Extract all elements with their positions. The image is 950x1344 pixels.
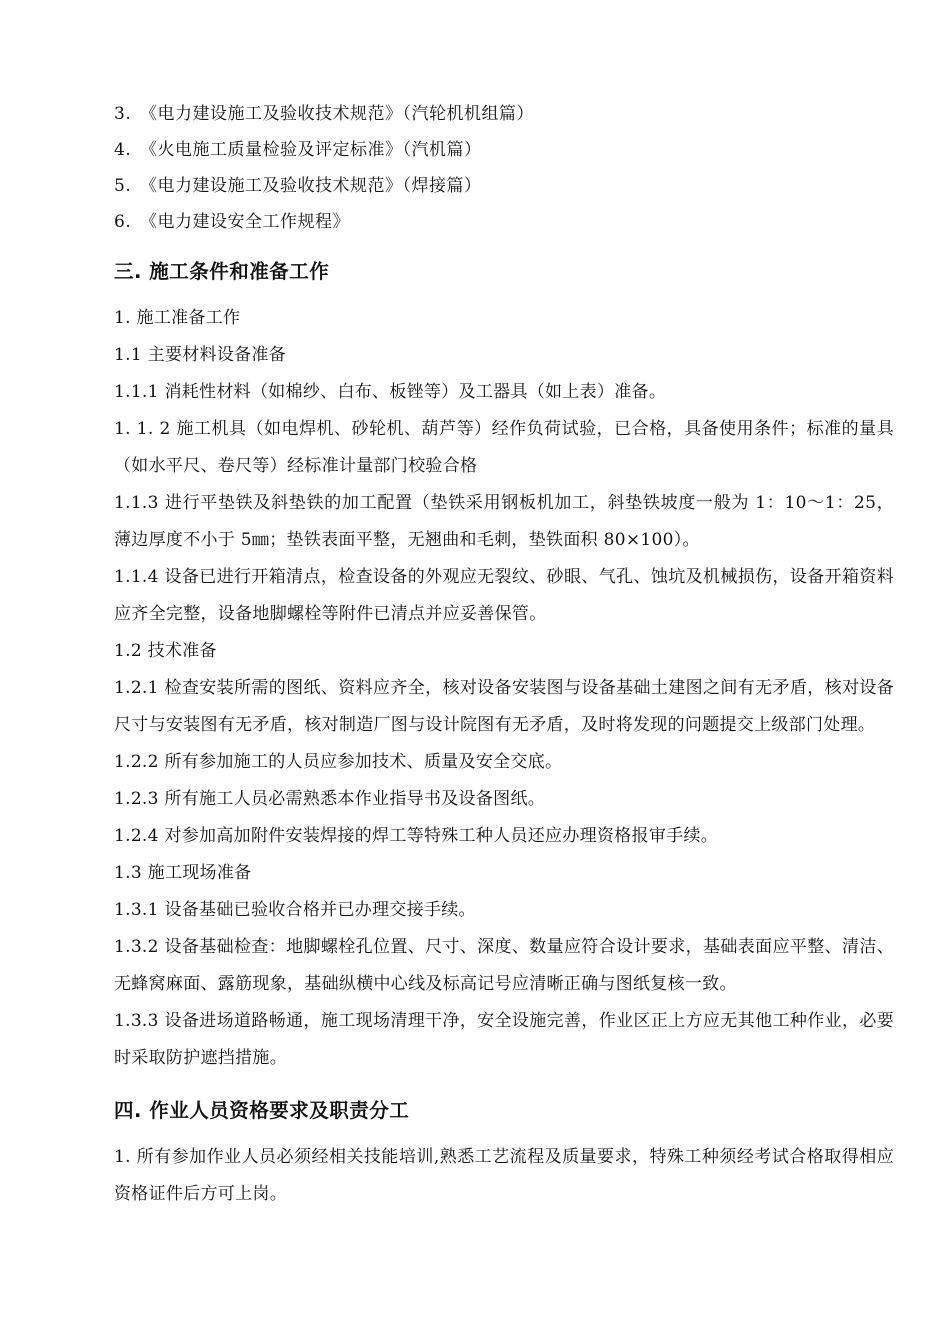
paragraph: 1.3.2 设备基础检查：地脚螺栓孔位置、尺寸、深度、数量应符合设计要求，基础表面应平整、清洁、无蜂窝麻面、露筋现象，基础纵横中心线及标高记号应清晰正确与图纸复核一致。 — [114, 937, 894, 994]
subsection-title: 1.2 技术准备 — [114, 641, 217, 661]
paragraph: 1. 1. 2 施工机具（如电焊机、砂轮机、葫芦等）经作负荷试验，已合格，具备使用条件；标准的量具（如水平尺、卷尺等）经标准计量部门校验合格 — [114, 419, 894, 476]
reference-title: 《电力建设施工及验收技术规范》（焊接篇） — [140, 176, 482, 196]
paragraph: 1.2.2 所有参加施工的人员应参加技术、质量及安全交底。 — [114, 752, 563, 772]
paragraph: 1. 所有参加作业人员必须经相关技能培训,熟悉工艺流程及质量要求，特殊工种须经考试合格取得相应资格证件后方可上岗。 — [114, 1147, 894, 1204]
section-heading-4: 四. 作业人员资格要求及职责分工 — [114, 1099, 410, 1122]
paragraph: 1.3.1 设备基础已验收合格并已办理交接手续。 — [114, 900, 476, 920]
reference-item — [114, 204, 894, 240]
reference-number: 3. — [114, 104, 132, 124]
reference-number: 5. — [114, 176, 132, 196]
reference-title: 《火电施工质量检验及评定标准》（汽机篇） — [140, 140, 482, 160]
paragraph: 1.2.1 检查安装所需的图纸、资料应齐全，核对设备安装图与设备基础土建图之间有无矛盾，核对设备尺寸与安装图有无矛盾，核对制造厂图与设计院图有无矛盾，及时将发现的问题提交上级部门处理。 — [114, 678, 894, 735]
paragraph: 1.3.3 设备进场道路畅通，施工现场清理干净，安全设施完善，作业区正上方应无其他工种作业，必要时采取防护遮挡措施。 — [114, 1011, 894, 1068]
paragraph: 1.1.3 进行平垫铁及斜垫铁的加工配置（垫铁采用钢板机加工，斜垫铁坡度一般为 1：10～1：25，薄边厚度不小于 5㎜；垫铁表面平整，无翘曲和毛刺，垫铁面积 80×100）。 — [114, 493, 894, 550]
paragraph: 1.1.4 设备已进行开箱清点，检查设备的外观应无裂纹、砂眼、气孔、蚀坑及机械损伤，设备开箱资料应齐全完整，设备地脚螺栓等附件已清点并应妥善保管。 — [114, 567, 894, 624]
reference-number: 6. — [114, 212, 132, 232]
reference-item — [114, 96, 894, 132]
subsection-title: 1. 施工准备工作 — [114, 308, 241, 328]
section-heading-3: 三. 施工条件和准备工作 — [114, 260, 330, 283]
reference-item — [114, 132, 894, 168]
document-body — [114, 96, 894, 1213]
reference-title: 《电力建设安全工作规程》 — [140, 212, 350, 232]
subsection-title: 1.1 主要材料设备准备 — [114, 345, 287, 365]
subsection-title: 1.3 施工现场准备 — [114, 863, 252, 883]
paragraph: 1.2.3 所有施工人员必需熟悉本作业指导书及设备图纸。 — [114, 789, 546, 809]
paragraph: 1.1.1 消耗性材料（如棉纱、白布、板锉等）及工器具（如上表）准备。 — [114, 382, 667, 402]
reference-title: 《电力建设施工及验收技术规范》（汽轮机机组篇） — [140, 104, 534, 124]
paragraph: 1.2.4 对参加高加附件安装焊接的焊工等特殊工种人员还应办理资格报审手续。 — [114, 826, 719, 846]
reference-number: 4. — [114, 140, 132, 160]
reference-item — [114, 168, 894, 204]
